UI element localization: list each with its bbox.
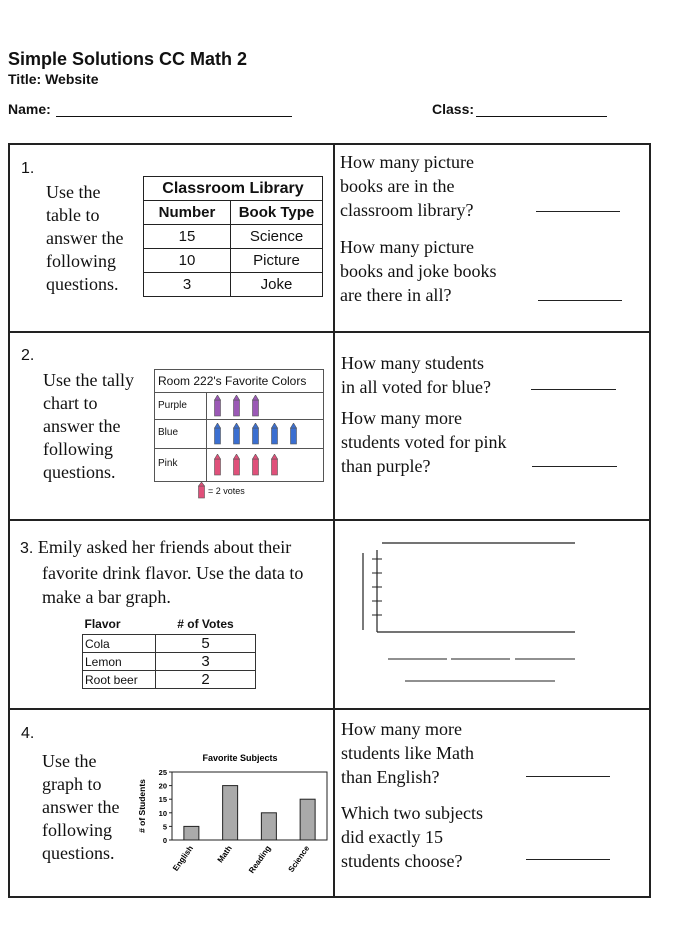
x-tick-label: Reading [247,843,273,876]
tally-row: Pink [154,449,324,482]
problem-number: 3. [20,540,34,557]
problem-number: 1. [21,160,35,177]
table-row: Lemon 3 [83,653,256,671]
crayon-icon [252,395,259,417]
worksheet-subtitle: Title: Website [8,71,99,87]
crayon-icon [214,395,221,417]
chart-title: Favorite Subjects [202,753,278,763]
problem3-text: 3. Emily asked her friends about their favorite drink flavor. Use the data to make a bar graph. [20,537,304,607]
table-header: Flavor [84,617,121,631]
answer-line[interactable] [532,466,617,467]
tally-row: Blue [154,420,324,449]
crayon-icon [214,423,221,445]
crayon-icon [252,454,259,476]
bar [223,786,238,840]
crayon-icon [214,454,221,476]
x-tick-label: English [171,843,196,873]
table-row: 3 Joke [144,273,323,297]
question: How many picture books and joke books are there in all? [340,237,497,305]
table-row: 15 Science [144,225,323,249]
crayon-icon [233,454,240,476]
y-tick-label: 10 [158,808,167,818]
y-axis-label: # of Students [137,779,147,833]
answer-line[interactable] [536,211,620,212]
problem1-instructions: Use the table to answer the following questions. [46,182,124,294]
problem-number: 4. [21,725,35,742]
answer-line[interactable] [526,776,610,777]
class-field[interactable] [476,103,607,117]
class-label: Class: [432,101,475,117]
tally-chart [154,369,324,482]
answer-line[interactable] [531,389,616,390]
y-tick-label: 20 [158,781,167,791]
name-label: Name: [8,101,51,117]
answer-line[interactable] [538,300,622,301]
question: How many more students like Math than English? [341,719,474,787]
answer-line[interactable] [526,859,610,860]
tally-row: Purple [154,393,324,420]
bar [261,813,276,840]
y-tick-label: 25 [158,768,167,777]
problem-number: 2. [21,347,35,364]
table-row: Root beer 2 [83,671,256,689]
question: How many students in all voted for blue? [341,353,491,397]
crayon-icon [233,395,240,417]
table-header: Number [144,201,231,225]
table-header: # of Votes [177,617,234,631]
y-tick-label: 15 [158,795,167,805]
table-header: Book Type [231,201,323,225]
y-tick-label: 0 [162,836,167,845]
name-field[interactable] [56,103,292,117]
library-table [143,176,323,297]
problem4-instructions: Use the graph to answer the following questions. [42,751,120,863]
tally-key: = 2 votes [198,482,245,499]
crayon-icon [271,423,278,445]
flavor-table [82,614,256,689]
divider [8,331,651,333]
bar [300,799,315,840]
table-row: Cola 5 [83,635,256,653]
crayon-icon [252,423,259,445]
favorite-subjects-chart [130,745,335,885]
x-tick-label: Science [286,843,312,874]
crayon-icon [233,423,240,445]
question: Which two subjects did exactly 15 students choose? [341,803,483,871]
problem2-instructions: Use the tally chart to answer the following questions. [43,370,134,482]
crayon-icon [271,454,278,476]
question: How many picture books are in the classroom library? [340,152,474,220]
divider [8,519,651,521]
crayon-icon [290,423,297,445]
x-tick-label: Math [215,843,234,865]
tally-chart-title: Room 222's Favorite Colors [154,369,324,393]
worksheet-title: Simple Solutions CC Math 2 [8,49,248,69]
blank-bar-graph[interactable] [355,535,585,685]
question: How many more students voted for pink than purple? [341,408,507,476]
bar [184,826,199,840]
table-title: Classroom Library [144,177,323,201]
crayon-icon [198,482,205,499]
divider [8,708,651,710]
table-row: 10 Picture [144,249,323,273]
y-tick-label: 5 [162,822,167,832]
